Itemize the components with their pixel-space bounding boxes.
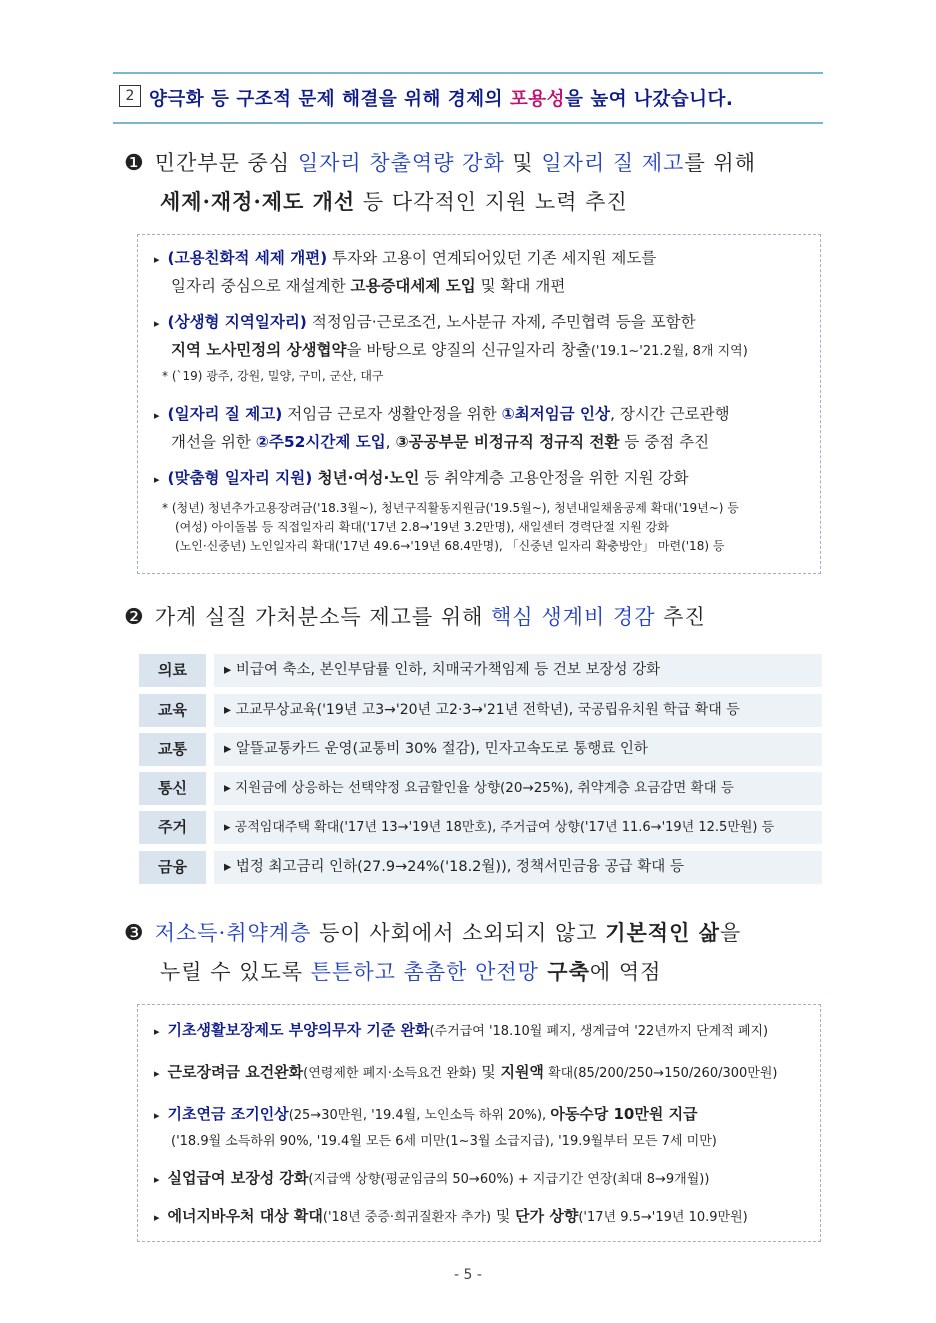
title-number-box: 2	[119, 85, 141, 107]
section1-heading: ❶ 민간부문 중심 일자리 창출역량 강화 및 일자리 질 제고를 위해 세제·재정·제도 개선 등 다각적인 지원 노력 추진	[124, 151, 757, 214]
table-cat: 교통	[139, 733, 206, 766]
table-cat: 금융	[139, 851, 206, 884]
list-item: ▸ 에너지바우처 대상 확대('18년 중증·희귀질환자 추가) 및 단가 상향('17년 9.5→'19년 10.9만원)	[154, 1207, 748, 1225]
section3-heading: ❸ 저소득·취약계층 등이 사회에서 소외되지 않고 기본적인 삶을 누릴 수 있도록 튼튼하고 촘촘한 안전망 구축에 역점	[124, 920, 742, 984]
footnote: * (청년) 청년추가고용장려금('18.3월~), 청년구직활동지원금('19.5월~), 청년내일채움공제 확대('19년~) 등 (여성) 아이돌봄 등 직접일자리 확대('17년 2.8→'19년 3.2만명), 새일센터 경력단절 지원 강화 (노인·신중년) 노인일자리 확대('17년 49.6→'19년 68.4만명), 「신중년 일자리 확충방안」 마련('18) 등	[162, 501, 739, 553]
section-title-banner	[113, 72, 823, 124]
table-desc: ▸ 지원금에 상응하는 선택약정 요금할인율 상향(20→25%), 취약계층 요금감면 확대 등	[214, 772, 822, 805]
list-item: ▸ (일자리 질 제고) 저임금 근로자 생활안정을 위한 ①최저임금 인상, 장시간 근로관행 개선을 위한 ②주52시간제 도입, ③공공부문 비정규직 정규직 전환 등 중점 추진	[154, 405, 730, 451]
table-cat: 주거	[139, 811, 206, 844]
section3-box	[137, 1004, 821, 1242]
list-item: ▸ 기초생활보장제도 부양의무자 기준 완화(주거급여 '18.10월 폐지, 생계급여 '22년까지 단계적 폐지)	[154, 1021, 769, 1039]
footnote: * (`19) 광주, 강원, 밀양, 구미, 군산, 대구	[162, 369, 384, 383]
table-desc: ▸ 공적임대주택 확대('17년 13→'19년 18만호), 주거급여 상향('17년 11.6→'19년 12.5만원) 등	[214, 811, 822, 844]
section1-box	[137, 234, 821, 574]
title-text: 양극화 등 구조적 문제 해결을 위해 경제의 포용성을 높여 나갔습니다.	[149, 89, 734, 110]
table-desc: ▸ 고교무상교육('19년 고3→'20년 고2·3→'21년 전학년), 국공립유치원 학급 확대 등	[214, 694, 822, 727]
table-desc: ▸ 알뜰교통카드 운영(교통비 30% 절감), 민자고속도로 통행료 인하	[214, 733, 822, 766]
table-desc: ▸ 법정 최고금리 인하(27.9→24%('18.2월)), 정책서민금융 공급 확대 등	[214, 851, 822, 884]
table-cat: 통신	[139, 772, 206, 805]
list-item: ▸ (맞춤형 일자리 지원) 청년·여성·노인 등 취약계층 고용안정을 위한 지원 강화	[154, 469, 689, 487]
list-item: ▸ 근로장려금 요건완화(연령제한 폐지·소득요건 완화) 및 지원액 확대(85/200/250→150/260/300만원)	[154, 1063, 778, 1081]
page-number: - 5 -	[454, 1267, 482, 1283]
section2-heading: ❷ 가계 실질 가처분소득 제고를 위해 핵심 생계비 경감 추진	[124, 605, 706, 630]
list-item: ▸ (고용친화적 세제 개편) 투자와 고용이 연계되어있던 기존 세지원 제도를 일자리 중심으로 재설계한 고용증대세제 도입 및 확대 개편	[154, 249, 657, 295]
list-item: ▸ 실업급여 보장성 강화(지급액 상향(평균임금의 50→60%) + 지급기간 연장(최대 8→9개월))	[154, 1169, 710, 1187]
table-desc: ▸ 비급여 축소, 본인부담률 인하, 치매국가책임제 등 건보 보장성 강화	[214, 654, 822, 687]
table-cat: 교육	[139, 694, 206, 727]
table-cat: 의료	[139, 654, 206, 687]
list-item: ▸ 기초연금 조기인상(25→30만원, '19.4월, 노인소득 하위 20%), 아동수당 10만원 지급 ('18.9월 소득하위 90%, '19.4월 모든 6세 미만(1~3월 소급지급), '19.9월부터 모든 7세 미만)	[154, 1105, 717, 1149]
list-item: ▸ (상생형 지역일자리) 적정임금·근로조건, 노사분규 자제, 주민협력 등을 포함한 지역 노사민정의 상생협약을 바탕으로 양질의 신규일자리 창출('19.1~'21.2월, 8개 지역)	[154, 313, 748, 359]
